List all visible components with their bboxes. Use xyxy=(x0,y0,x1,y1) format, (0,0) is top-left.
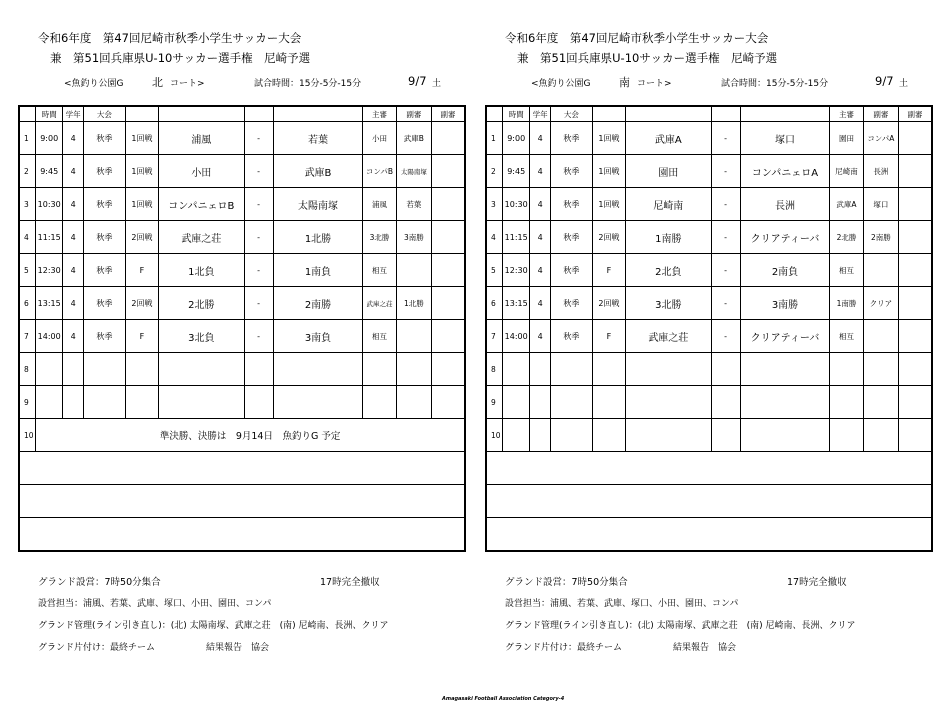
match-number: 7 xyxy=(19,320,36,353)
away-team: クリアティーバ xyxy=(740,221,830,254)
competition-cell: 秋季 xyxy=(551,254,593,287)
grade-cell: 4 xyxy=(63,254,84,287)
versus-separator: - xyxy=(711,254,740,287)
match-time-cell: 13:15 xyxy=(36,287,63,320)
table-row xyxy=(486,188,932,221)
home-team: 武庫之荘 xyxy=(159,221,244,254)
home-team: 園田 xyxy=(626,155,711,188)
away-team: 塚口 xyxy=(740,122,830,155)
away-team: 武庫B xyxy=(273,155,363,188)
match-number: 10 xyxy=(486,419,503,452)
header-referee-asst1: 副審 xyxy=(396,106,431,122)
grade-cell: 4 xyxy=(530,155,551,188)
grade-cell: 4 xyxy=(63,320,84,353)
match-time-cell: 10:30 xyxy=(36,188,63,221)
competition-cell: 秋季 xyxy=(84,287,126,320)
schedule-table xyxy=(485,105,933,552)
match-time-cell: 12:30 xyxy=(503,254,530,287)
schedule-table xyxy=(18,105,466,552)
table-row-empty xyxy=(486,386,932,419)
grade-cell: 4 xyxy=(530,221,551,254)
table-row xyxy=(19,221,465,254)
versus-separator: - xyxy=(244,122,273,155)
table-row-empty xyxy=(19,353,465,386)
versus-separator: - xyxy=(244,155,273,188)
round-cell: 1回戦 xyxy=(592,188,625,221)
home-team: 3北勝 xyxy=(626,287,711,320)
away-team: 1北勝 xyxy=(273,221,363,254)
ground-setup-note: グランド設営：7時50分集合 xyxy=(505,577,628,588)
match-time-cell: 11:15 xyxy=(503,221,530,254)
competition-cell: 秋季 xyxy=(551,221,593,254)
table-row xyxy=(19,320,465,353)
court-suffix: コート> xyxy=(170,79,205,89)
match-time: 試合時間：15分-5分-15分 xyxy=(254,79,362,89)
round-cell: 1回戦 xyxy=(125,188,158,221)
referee-asst1: 3南勝 xyxy=(396,221,431,254)
table-row xyxy=(19,188,465,221)
referee-main: 相互 xyxy=(830,320,863,353)
competition-cell: 秋季 xyxy=(84,320,126,353)
referee-main: 1南勝 xyxy=(830,287,863,320)
table-row xyxy=(486,287,932,320)
table-row-empty xyxy=(19,386,465,419)
match-number: 6 xyxy=(19,287,36,320)
home-team: 1北負 xyxy=(159,254,244,287)
header-competition: 大会 xyxy=(84,106,126,122)
referee-asst2 xyxy=(432,287,465,320)
referee-asst1: 塚口 xyxy=(863,188,898,221)
competition-cell: 秋季 xyxy=(84,188,126,221)
referee-asst2 xyxy=(432,188,465,221)
competition-cell: 秋季 xyxy=(551,287,593,320)
venue-label: <魚釣り公園G xyxy=(531,79,591,89)
match-number: 1 xyxy=(19,122,36,155)
table-header-row xyxy=(486,106,932,122)
round-cell: 1回戦 xyxy=(125,122,158,155)
round-cell: 2回戦 xyxy=(592,221,625,254)
competition-cell: 秋季 xyxy=(551,122,593,155)
ground-setup-note: グランド設営：7時50分集合 xyxy=(38,577,161,588)
referee-asst1: 太陽南塚 xyxy=(396,155,431,188)
match-number: 5 xyxy=(486,254,503,287)
competition-cell: 秋季 xyxy=(84,122,126,155)
setup-staff-note: 設営担当：浦風、若葉、武庫、塚口、小田、園田、コンパ xyxy=(38,599,272,609)
competition-cell: 秋季 xyxy=(84,155,126,188)
away-team: 2南負 xyxy=(740,254,830,287)
complete-withdrawal-note: 17時完全撤収 xyxy=(787,577,847,588)
versus-separator: - xyxy=(711,122,740,155)
grade-cell: 4 xyxy=(530,254,551,287)
table-row xyxy=(486,320,932,353)
referee-main: 武庫A xyxy=(830,188,863,221)
referee-main: コンパB xyxy=(363,155,396,188)
table-row xyxy=(19,155,465,188)
referee-main: 2北勝 xyxy=(830,221,863,254)
referee-asst1 xyxy=(396,254,431,287)
round-cell: 1回戦 xyxy=(592,122,625,155)
match-number: 7 xyxy=(486,320,503,353)
match-time-cell: 10:30 xyxy=(503,188,530,221)
versus-separator: - xyxy=(711,320,740,353)
round-cell: 1回戦 xyxy=(125,155,158,188)
ground-management-note: グランド管理(ライン引き直し)：(北) 太陽南塚、武庫之荘 (南) 尼崎南、長洲、クリア xyxy=(505,621,856,631)
tournament-subtitle: 兼 第51回兵庫県U-10サッカー選手権 尼崎予選 xyxy=(50,51,311,65)
table-header-row xyxy=(19,106,465,122)
match-time-cell: 14:00 xyxy=(36,320,63,353)
ground-cleanup-note: グランド片付け：最終チーム xyxy=(505,643,623,653)
match-number: 9 xyxy=(486,386,503,419)
referee-asst2 xyxy=(432,320,465,353)
referee-main: 尼崎南 xyxy=(830,155,863,188)
home-team: 小田 xyxy=(159,155,244,188)
grade-cell: 4 xyxy=(63,287,84,320)
away-team: 2南勝 xyxy=(273,287,363,320)
court-suffix: コート> xyxy=(637,79,672,89)
referee-asst2 xyxy=(432,254,465,287)
away-team: 太陽南塚 xyxy=(273,188,363,221)
referee-asst2 xyxy=(899,287,932,320)
court-name: 北 xyxy=(152,76,163,89)
referee-asst1 xyxy=(396,320,431,353)
ground-management-note: グランド管理(ライン引き直し)：(北) 太陽南塚、武庫之荘 (南) 尼崎南、長洲、クリア xyxy=(38,621,389,631)
header-time: 時間 xyxy=(36,106,63,122)
referee-main: 園田 xyxy=(830,122,863,155)
versus-separator: - xyxy=(244,287,273,320)
round-cell: F xyxy=(592,320,625,353)
table-row-note xyxy=(19,419,465,452)
referee-asst2 xyxy=(432,221,465,254)
referee-main: 相互 xyxy=(363,320,396,353)
versus-separator: - xyxy=(711,188,740,221)
referee-asst1 xyxy=(863,320,898,353)
match-number: 2 xyxy=(19,155,36,188)
home-team: 尼崎南 xyxy=(626,188,711,221)
match-time-cell: 12:30 xyxy=(36,254,63,287)
versus-separator: - xyxy=(711,155,740,188)
away-team: 若葉 xyxy=(273,122,363,155)
referee-asst1: 長洲 xyxy=(863,155,898,188)
round-cell: F xyxy=(592,254,625,287)
home-team: 1南勝 xyxy=(626,221,711,254)
referee-asst2 xyxy=(899,188,932,221)
header-competition: 大会 xyxy=(551,106,593,122)
referee-main: 3北勝 xyxy=(363,221,396,254)
table-row-blank xyxy=(486,485,932,518)
round-cell: 1回戦 xyxy=(592,155,625,188)
versus-separator: - xyxy=(244,221,273,254)
round-cell: 2回戦 xyxy=(125,287,158,320)
match-time-cell: 13:15 xyxy=(503,287,530,320)
result-report-note: 結果報告 協会 xyxy=(673,643,737,653)
home-team: コンパニェロB xyxy=(159,188,244,221)
competition-cell: 秋季 xyxy=(551,155,593,188)
match-date: 9/7 xyxy=(875,74,894,88)
versus-separator: - xyxy=(244,320,273,353)
court-name: 南 xyxy=(619,76,630,89)
table-row xyxy=(19,122,465,155)
referee-main: 武庫之荘 xyxy=(363,287,396,320)
grade-cell: 4 xyxy=(530,287,551,320)
tournament-title: 令和6年度 第47回尼崎市秋季小学生サッカー大会 xyxy=(38,31,302,45)
round-cell: F xyxy=(125,320,158,353)
complete-withdrawal-note: 17時完全撤収 xyxy=(320,577,380,588)
match-number: 6 xyxy=(486,287,503,320)
away-team: コンパニェロA xyxy=(740,155,830,188)
day-of-week: 土 xyxy=(899,79,909,89)
referee-asst2 xyxy=(899,221,932,254)
referee-asst1: 2南勝 xyxy=(863,221,898,254)
referee-asst2 xyxy=(432,122,465,155)
header-referee-main: 主審 xyxy=(830,106,863,122)
referee-main: 浦風 xyxy=(363,188,396,221)
header-referee-main: 主審 xyxy=(363,106,396,122)
schedule-note: 準決勝、決勝は 9月14日 魚釣りG 予定 xyxy=(36,419,465,452)
versus-separator: - xyxy=(244,188,273,221)
match-number: 8 xyxy=(486,353,503,386)
match-number: 4 xyxy=(486,221,503,254)
referee-main: 相互 xyxy=(830,254,863,287)
match-number: 3 xyxy=(486,188,503,221)
referee-asst2 xyxy=(899,254,932,287)
sheet-subheader xyxy=(485,74,935,90)
ground-cleanup-note: グランド片付け：最終チーム xyxy=(38,643,156,653)
competition-cell: 秋季 xyxy=(84,254,126,287)
sheet-subheader xyxy=(18,74,468,90)
grade-cell: 4 xyxy=(63,221,84,254)
match-number: 5 xyxy=(19,254,36,287)
referee-asst2 xyxy=(899,122,932,155)
table-row xyxy=(19,254,465,287)
header-referee-asst2: 副審 xyxy=(432,106,465,122)
result-report-note: 結果報告 協会 xyxy=(206,643,270,653)
round-cell: F xyxy=(125,254,158,287)
match-time-cell: 9:00 xyxy=(36,122,63,155)
away-team: 3南勝 xyxy=(740,287,830,320)
tournament-subtitle: 兼 第51回兵庫県U-10サッカー選手権 尼崎予選 xyxy=(517,51,778,65)
home-team: 3北負 xyxy=(159,320,244,353)
referee-asst2 xyxy=(432,155,465,188)
day-of-week: 土 xyxy=(432,79,442,89)
match-time-cell: 14:00 xyxy=(503,320,530,353)
versus-separator: - xyxy=(244,254,273,287)
match-number: 3 xyxy=(19,188,36,221)
referee-asst2 xyxy=(899,155,932,188)
referee-asst1: クリア xyxy=(863,287,898,320)
association-credit: Amagasaki Football Association Category-4 xyxy=(442,696,565,702)
header-referee-asst2: 副審 xyxy=(899,106,932,122)
grade-cell: 4 xyxy=(530,320,551,353)
table-row-blank xyxy=(486,518,932,552)
match-time-cell: 9:45 xyxy=(36,155,63,188)
competition-cell: 秋季 xyxy=(551,320,593,353)
match-number: 1 xyxy=(486,122,503,155)
referee-asst1: 武庫B xyxy=(396,122,431,155)
table-row-note xyxy=(486,419,932,452)
home-team: 武庫之荘 xyxy=(626,320,711,353)
table-row-empty xyxy=(486,353,932,386)
referee-asst1: 若葉 xyxy=(396,188,431,221)
referee-asst1: 1北勝 xyxy=(396,287,431,320)
away-team: 長洲 xyxy=(740,188,830,221)
match-number: 9 xyxy=(19,386,36,419)
grade-cell: 4 xyxy=(63,155,84,188)
match-time: 試合時間：15分-5分-15分 xyxy=(721,79,829,89)
referee-main: 相互 xyxy=(363,254,396,287)
competition-cell: 秋季 xyxy=(84,221,126,254)
header-grade: 学年 xyxy=(530,106,551,122)
table-row xyxy=(19,287,465,320)
match-time-cell: 11:15 xyxy=(36,221,63,254)
header-referee-asst1: 副審 xyxy=(863,106,898,122)
versus-separator: - xyxy=(711,221,740,254)
referee-asst1: コンパA xyxy=(863,122,898,155)
table-row xyxy=(486,122,932,155)
setup-staff-note: 設営担当：浦風、若葉、武庫、塚口、小田、園田、コンパ xyxy=(505,599,739,609)
round-cell: 2回戦 xyxy=(125,221,158,254)
versus-separator: - xyxy=(711,287,740,320)
header-grade: 学年 xyxy=(63,106,84,122)
match-number: 2 xyxy=(486,155,503,188)
venue-label: <魚釣り公園G xyxy=(64,79,124,89)
home-team: 2北負 xyxy=(626,254,711,287)
match-time-cell: 9:45 xyxy=(503,155,530,188)
match-date: 9/7 xyxy=(408,74,427,88)
table-row-blank xyxy=(19,485,465,518)
grade-cell: 4 xyxy=(530,188,551,221)
table-row xyxy=(486,254,932,287)
table-row xyxy=(486,221,932,254)
table-row-blank xyxy=(486,452,932,485)
away-team: 1南負 xyxy=(273,254,363,287)
referee-asst1 xyxy=(863,254,898,287)
grade-cell: 4 xyxy=(63,188,84,221)
competition-cell: 秋季 xyxy=(551,188,593,221)
away-team: クリアティーバ xyxy=(740,320,830,353)
home-team: 浦風 xyxy=(159,122,244,155)
home-team: 武庫A xyxy=(626,122,711,155)
match-number: 4 xyxy=(19,221,36,254)
home-team: 2北勝 xyxy=(159,287,244,320)
match-time-cell: 9:00 xyxy=(503,122,530,155)
tournament-title: 令和6年度 第47回尼崎市秋季小学生サッカー大会 xyxy=(505,31,769,45)
grade-cell: 4 xyxy=(530,122,551,155)
referee-main: 小田 xyxy=(363,122,396,155)
table-row-blank xyxy=(19,452,465,485)
referee-asst2 xyxy=(899,320,932,353)
header-time: 時間 xyxy=(503,106,530,122)
match-number: 8 xyxy=(19,353,36,386)
table-row xyxy=(486,155,932,188)
match-number: 10 xyxy=(19,419,36,452)
table-row-blank xyxy=(19,518,465,552)
away-team: 3南負 xyxy=(273,320,363,353)
round-cell: 2回戦 xyxy=(592,287,625,320)
grade-cell: 4 xyxy=(63,122,84,155)
